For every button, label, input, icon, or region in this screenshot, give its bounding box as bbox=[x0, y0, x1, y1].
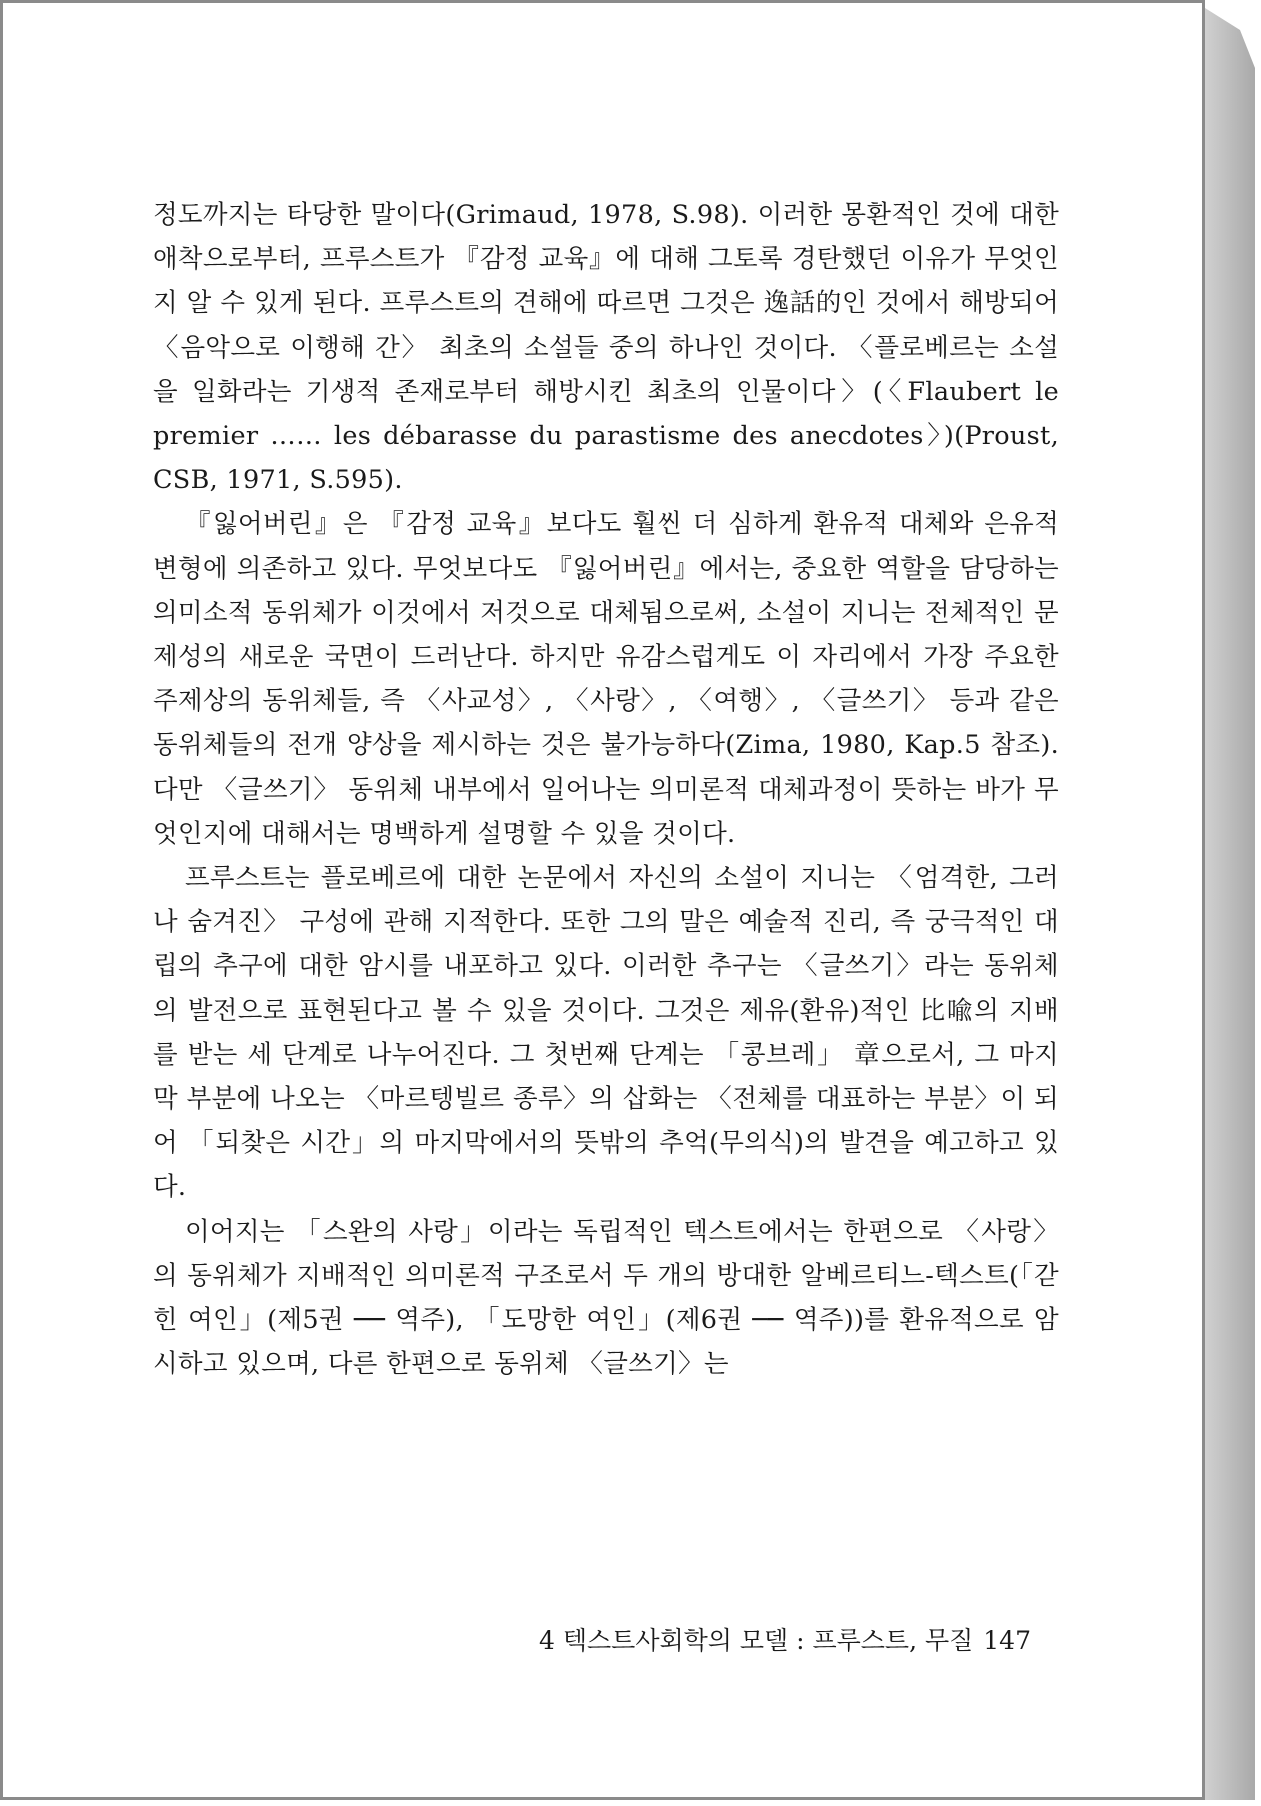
page-number: 147 bbox=[983, 1626, 1031, 1655]
body-text bbox=[153, 193, 1059, 1386]
page-stack-edge bbox=[1205, 8, 1255, 1800]
paragraph-2: 『잃어버린』은 『감정 교육』보다도 훨씬 더 심하게 환유적 대체와 은유적 변형에 의존하고 있다. 무엇보다도 『잃어버린』에서는, 중요한 역할을 담당하는 의미소적 동위체가 이것에서 저것으로 대체됨으로써, 소설이 지니는 전체적인 문제성의 새로운 국면이 드러난다. 하지만 유감스럽게도 이 자리에서 가장 주요한 주제상의 동위체들, 즉 〈사교성〉, 〈사랑〉, 〈여행〉, 〈글쓰기〉 등과 같은 동위체들의 전개 양상을 제시하는 것은 불가능하다(Zima, 1980, Kap.5 참조). 다만 〈글쓰기〉 동위체 내부에서 일어나는 의미론적 대체과정이 뜻하는 바가 무엇인지에 대해서는 명백하게 설명할 수 있을 것이다. bbox=[153, 509, 1059, 849]
paragraph-1: 정도까지는 타당한 말이다(Grimaud, 1978, S.98). 이러한 몽환적인 것에 대한 애착으로부터, 프루스트가 『감정 교육』에 대해 그토록 경탄했던 이유가 무엇인지 알 수 있게 된다. 프루스트의 견해에 따르면 그것은 逸話的인 것에서 해방되어 〈음악으로 이행해 간〉 최초의 소설들 중의 하나인 것이다. 〈플로베르는 소설을 일화라는 기생적 존재로부터 해방시킨 최초의 인물이다〉(〈Flaubert le premier …… les débarasse du parastisme des anecdotes〉)(Proust, CSB, 1971, S.595). bbox=[153, 200, 1059, 496]
paragraph-3: 프루스트는 플로베르에 대한 논문에서 자신의 소설이 지니는 〈엄격한, 그러나 숨겨진〉 구성에 관해 지적한다. 또한 그의 말은 예술적 진리, 즉 궁극적인 대립의 추구에 대한 암시를 내포하고 있다. 이러한 추구는 〈글쓰기〉라는 동위체의 발전으로 표현된다고 볼 수 있을 것이다. 그것은 제유(환유)적인 比喩의 지배를 받는 세 단계로 나누어진다. 그 첫번째 단계는 「콩브레」 章으로서, 그 마지막 부분에 나오는 〈마르텡빌르 종루〉의 삽화는 〈전체를 대표하는 부분〉이 되어 「되찾은 시간」의 마지막에서의 뜻밖의 추억(무의식)의 발견을 예고하고 있다. bbox=[153, 863, 1059, 1203]
running-footer bbox=[3, 1621, 1031, 1657]
paragraph-4: 이어지는 「스완의 사랑」이라는 독립적인 텍스트에서는 한편으로 〈사랑〉의 동위체가 지배적인 의미론적 구조로서 두 개의 방대한 알베르티느-텍스트(「갇힌 여인」(제5권 ── 역주), 「도망한 여인」(제6권 ── 역주))를 환유적으로 암시하고 있으며, 다른 한편으로 동위체 〈글쓰기〉는 bbox=[153, 1216, 1059, 1380]
chapter-title: 4 텍스트사회학의 모델 : 프루스트, 무질 bbox=[539, 1626, 974, 1655]
